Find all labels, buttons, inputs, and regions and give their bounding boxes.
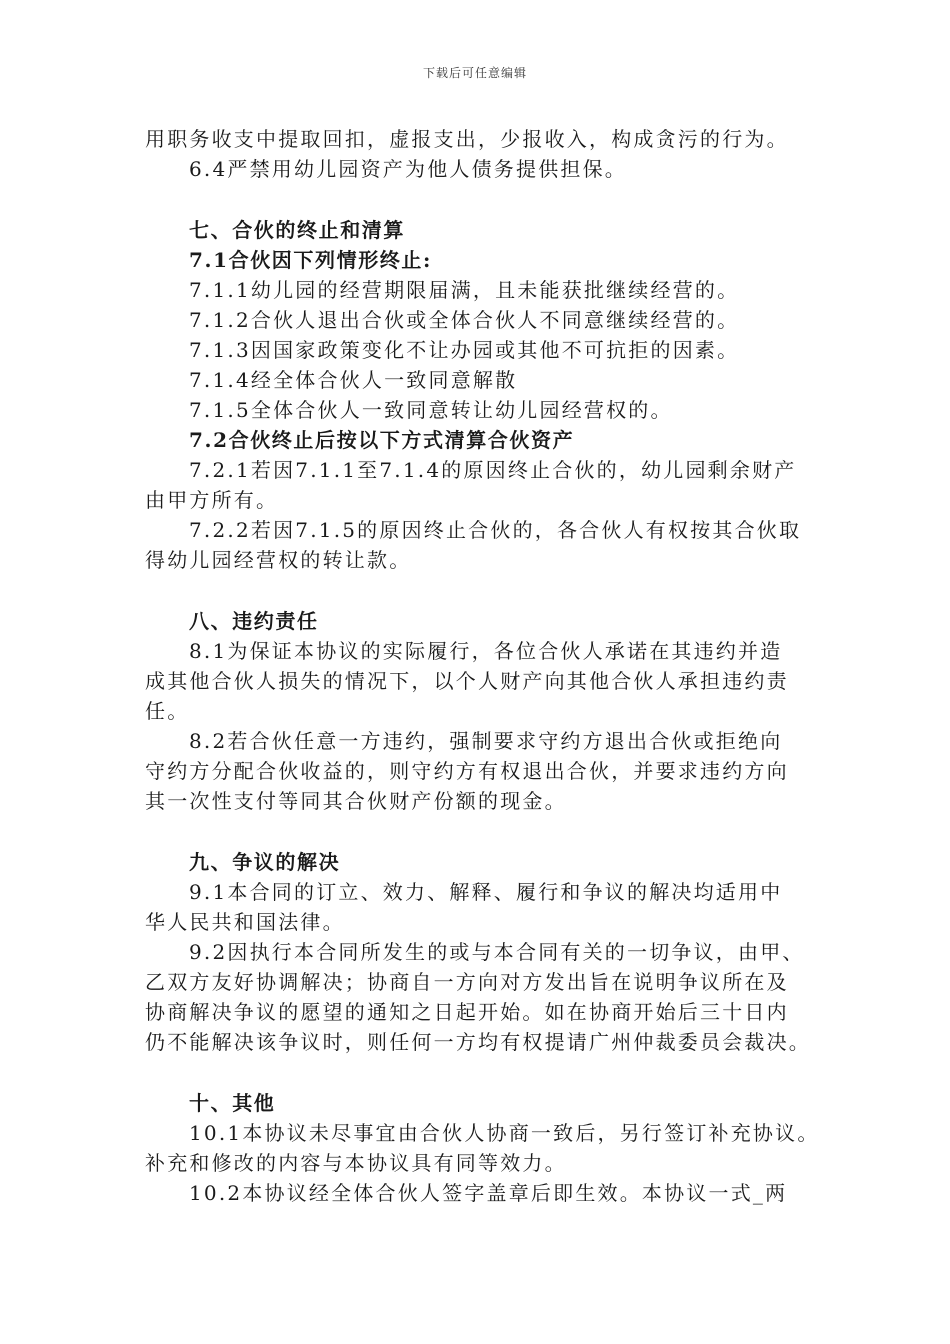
text-line: 7.1.5全体合伙人一致同意转让幼儿园经营权的。 xyxy=(189,398,673,422)
text-line: 7.1.4经全体合伙人一致同意解散 xyxy=(189,368,518,392)
paragraph-spacer xyxy=(145,1057,810,1088)
text-line: 乙双方友好协调解决；协商自一方向对方发出旨在说明争议所在及 xyxy=(145,970,789,994)
text-line: 由甲方所有。 xyxy=(145,488,279,512)
section-heading: 7.2合伙终止后按以下方式清算合伙资产 xyxy=(189,428,575,452)
paragraph-spacer xyxy=(145,184,810,215)
paragraph-spacer xyxy=(145,816,810,847)
paragraph-spacer xyxy=(145,575,810,606)
text-line: 7.2.2若因7.1.5的原因终止合伙的，各合伙人有权按其合伙取 xyxy=(189,518,802,542)
section-heading: 八、违约责任 xyxy=(189,609,319,633)
section-heading: 九、争议的解决 xyxy=(189,850,341,874)
text-line: 9.1本合同的订立、效力、解释、履行和争议的解决均适用中 xyxy=(189,880,783,904)
section-heading: 十、其他 xyxy=(189,1091,276,1115)
text-line: 8.1为保证本协议的实际履行，各位合伙人承诺在其违约并造 xyxy=(189,639,783,663)
text-line: 7.1.1幼儿园的经营期限届满，且未能获批继续经营的。 xyxy=(189,278,740,302)
section-heading: 七、合伙的终止和清算 xyxy=(189,218,405,242)
text-line: 得幼儿园经营权的转让款。 xyxy=(145,548,412,572)
text-line: 10.2本协议经全体合伙人签字盖章后即生效。本协议一式_两 xyxy=(189,1181,788,1205)
text-line: 华人民共和国法律。 xyxy=(145,910,345,934)
section-heading: 7.1合伙因下列情形终止: xyxy=(189,248,432,272)
text-line: 9.2因执行本合同所发生的或与本合同有关的一切争议，由甲、 xyxy=(189,940,805,964)
text-line: 用职务收支中提取回扣，虚报支出，少报收入，构成贪污的行为。 xyxy=(145,127,789,151)
text-line: 守约方分配合伙收益的，则守约方有权退出合伙，并要求违约方向 xyxy=(145,759,789,783)
text-line: 10.1本协议未尽事宜由合伙人协商一致后，另行签订补充协议。 xyxy=(189,1121,820,1145)
document-body xyxy=(145,124,820,1208)
text-line: 7.1.2合伙人退出合伙或全体合伙人不同意继续经营的。 xyxy=(189,308,740,332)
text-line: 协商解决争议的愿望的通知之日起开始。如在协商开始后三十日内 xyxy=(145,1000,789,1024)
text-line: 6.4严禁用幼儿园资产为他人债务提供担保。 xyxy=(189,157,628,181)
text-line: 7.2.1若因7.1.1至7.1.4的原因终止合伙的，幼儿园剩余财产 xyxy=(189,458,797,482)
text-line: 7.1.3因国家政策变化不让办园或其他不可抗拒的因素。 xyxy=(189,338,740,362)
text-line: 仍不能解决该争议时，则任何一方均有权提请广州仲裁委员会裁决。 xyxy=(145,1030,811,1054)
text-line: 其一次性支付等同其合伙财产份额的现金。 xyxy=(145,789,567,813)
page-header: 下载后可任意编辑 xyxy=(422,66,527,80)
text-line: 成其他合伙人损失的情况下，以个人财产向其他合伙人承担违约责 xyxy=(145,669,789,693)
text-line: 8.2若合伙任意一方违约，强制要求守约方退出合伙或拒绝向 xyxy=(189,729,783,753)
text-line: 任。 xyxy=(145,699,190,723)
text-line: 补充和修改的内容与本协议具有同等效力。 xyxy=(145,1151,567,1175)
